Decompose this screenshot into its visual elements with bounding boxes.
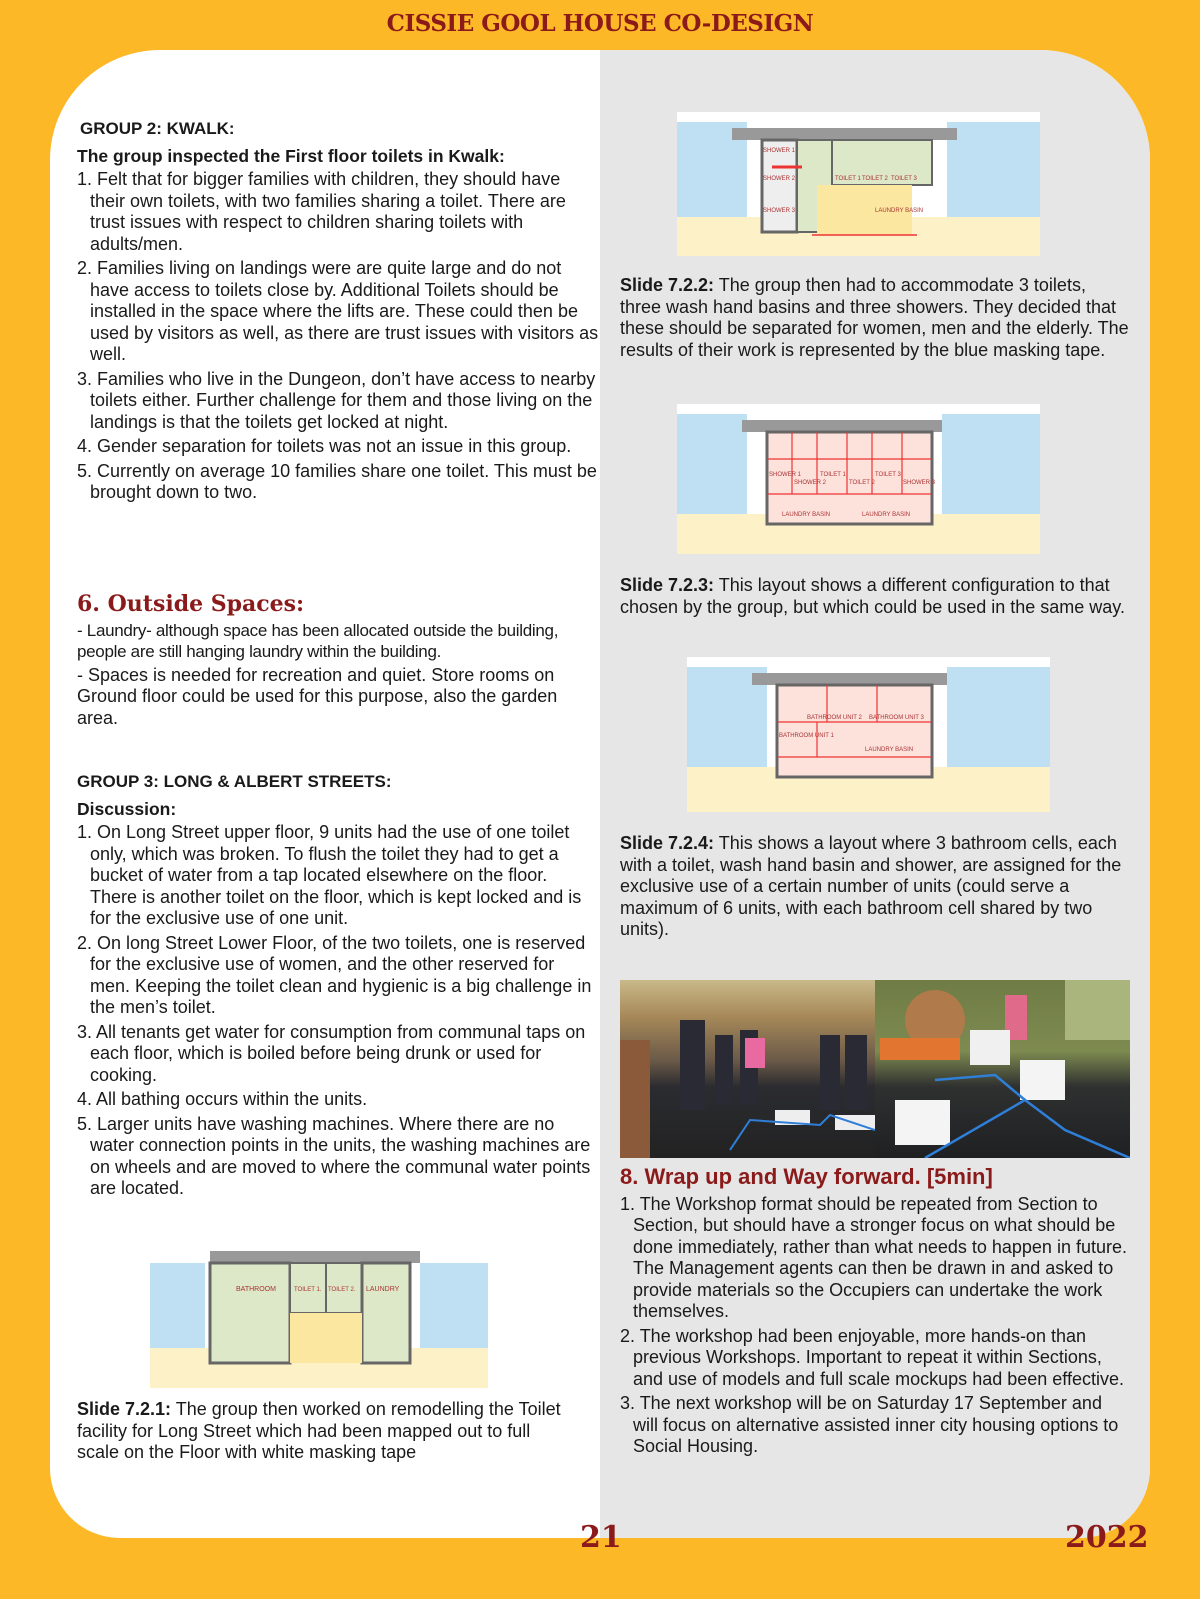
floor-plan-slide-7-2-4 [687,657,1050,812]
list-item: 3. The next workshop will be on Saturday 17 September and will focus on alternative assisted inner city housing options to Social Housing. [620,1393,1119,1456]
group3-heading: GROUP 3: LONG & ALBERT STREETS: [77,772,392,791]
plan-label: LAUNDRY BASIN [865,747,914,753]
caption-text: The group then worked on remodelling the Toilet facility for Long Street which had been mapped out to full scale on the Floor with white masking tape [77,1399,561,1462]
plan-label: TOILET 2. [328,1287,356,1293]
outside-para-1: - Laundry- although space has been allocated outside the building, people are still hanging laundry within the building. [77,620,559,661]
group2-section [77,118,600,507]
plan-label: TOILET 1 [835,176,861,182]
group3-subheading: Discussion: [77,798,177,819]
list-item: 3. All tenants get water for consumption from communal taps on each floor, which is boiled before being drunk or used for cooking. [77,1021,586,1085]
floor-plan-slide-7-2-2 [677,112,1040,256]
outside-para-2: - Spaces is needed for recreation and quiet. Store rooms on Ground floor could be used for this purpose, also the garden area. [77,664,558,728]
plan-label: SHOWER 1 [769,472,802,478]
slide-7-2-1-caption [77,1399,577,1464]
slide-7-2-3-caption [620,575,1130,618]
wrap-up-section [620,1166,1130,1461]
list-item: 2. On long Street Lower Floor, of the two toilets, one is reserved for the exclusive use of women, and the other reserved for men. Keeping the toilet clean and hygienic is a big challenge in the men’s toilet. [77,932,592,1017]
list-item: 5. Larger units have washing machines. Where there are no water connection points in the units, the washing machines are on wheels and are moved to where the communal water points are located. [77,1113,591,1198]
caption-label: Slide 7.2.4: [620,833,715,853]
group2-subheading: The group inspected the First floor toilets in Kwalk: [77,145,505,166]
list-item: 5. Currently on average 10 families share one toilet. This must be brought down to two. [77,460,597,502]
slide-7-2-2-caption [620,275,1130,361]
page-number: 21 [580,1520,622,1555]
caption-text: This layout shows a different configuration to that chosen by the group, but which could be used in the same way. [620,575,1125,617]
page-title: CISSIE GOOL HOUSE CO-DESIGN [386,10,814,37]
group3-section [77,771,597,1203]
plan-label: LAUNDRY BASIN [782,512,831,518]
list-item: 2. Families living on landings were are quite large and do not have access to toilets close by. Additional Toilets should be installed in the space where the lifts are. These could then be used by visitors as well, as there are trust issues with visitors as well. [77,258,599,364]
plan-label: TOILET 1. [294,1287,322,1293]
outside-spaces-section [77,591,597,729]
plan-label: BATHROOM UNIT 2 [807,715,862,721]
plan-label: TOILET 1 [820,472,846,478]
list-item: 2. The workshop had been enjoyable, more hands-on than previous Workshops. Important to repeat it within Sections, and use of models and full scale mockups had been effective. [620,1325,1124,1389]
plan-label: LAUNDRY [366,1286,400,1293]
plan-label: SHOWER 3 [903,480,936,486]
plan-label: TOILET 3 [891,176,917,182]
plan-label: TOILET 3 [875,472,901,478]
plan-label: BATHROOM [236,1286,276,1293]
plan-label: TOILET 2 [862,176,888,182]
caption-label: Slide 7.2.2: [620,275,715,295]
plan-label: LAUNDRY BASIN [875,208,924,214]
plan-label: LAUNDRY BASIN [862,512,911,518]
plan-label: SHOWER 3 [763,208,796,214]
caption-label: Slide 7.2.1: [77,1399,172,1419]
plan-label: SHOWER 2 [763,176,796,182]
caption-text: The group then had to accommodate 3 toilets, three wash hand basins and three showers. They decided that these should be separated for women, men and the elderly. The results of their work is represented by the blue masking tape. [620,275,1129,360]
list-item: 3. Families who live in the Dungeon, don’t have access to nearby toilets either. Further challenge for them and those living on the landings is that the toilets get locked at night. [77,368,596,432]
list-item: 1. Felt that for bigger families with children, they should have their own toilets, with two families sharing a toilet. There are trust issues with respect to children sharing toilets with adults/men. [77,169,566,254]
plan-label: SHOWER 1 [763,148,796,154]
workshop-photo-1 [620,980,875,1158]
group2-heading: GROUP 2: KWALK: [80,119,235,138]
plan-label: TOILET 2 [849,480,875,486]
caption-label: Slide 7.2.3: [620,575,715,595]
wrap-up-heading: 8. Wrap up and Way forward. [5min] [620,1164,993,1189]
list-item: 4. Gender separation for toilets was not an issue in this group. [77,436,572,456]
floor-plan-slide-7-2-1 [150,1243,488,1388]
list-item: 1. The Workshop format should be repeated from Section to Section, but should have a stronger focus on what should be done immediately, rather than what needs to happen in future. The Management agents can then be drawn in and asked to provide materials so the Occupiers can undertake the work themselves. [620,1193,1127,1321]
year: 2022 [1065,1520,1149,1555]
caption-text: This shows a layout where 3 bathroom cells, each with a toilet, wash hand basin and shower, are assigned for the exclusive use of a certain number of units (could serve a maximum of 6 units, with each bathroom cell shared by two units). [620,833,1122,939]
floor-plan-slide-7-2-3 [677,404,1040,554]
plan-label: BATHROOM UNIT 3 [869,715,924,721]
workshop-photo-2 [875,980,1130,1158]
slide-7-2-4-caption [620,833,1130,941]
plan-label: SHOWER 2 [794,480,827,486]
outside-spaces-heading: 6. Outside Spaces: [77,591,305,617]
list-item: 1. On Long Street upper floor, 9 units had the use of one toilet only, which was broken. To flush the toilet they had to get a bucket of water from a tap located elsewhere on the floor. There is another toilet on the floor, which is kept locked and is for the exclusive use of one unit. [77,822,582,928]
plan-label: BATHROOM UNIT 1 [779,733,834,739]
list-item: 4. All bathing occurs within the units. [77,1089,368,1109]
